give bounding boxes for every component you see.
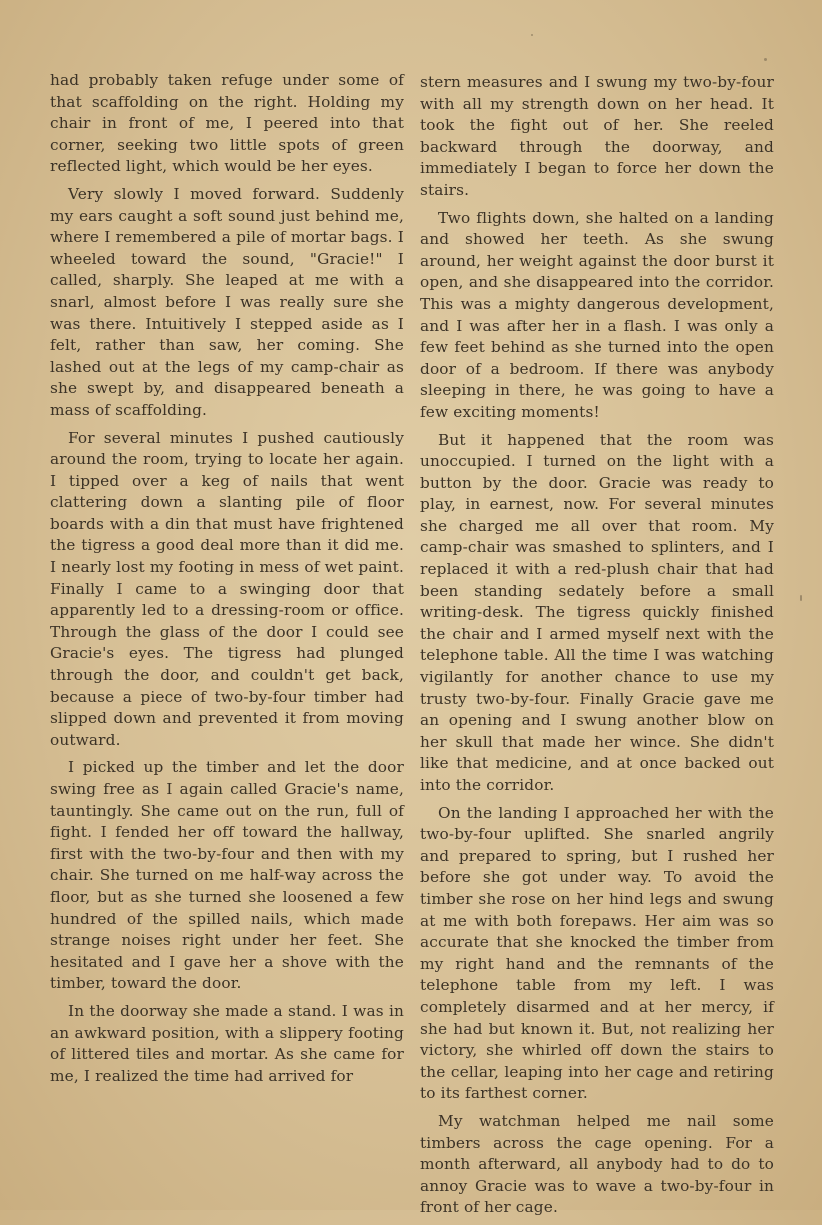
paragraph: For several minutes I pushed cautiously around the room, trying to locate her again. I tipped over a keg of nails that went clattering down a slanting pile of floor boards with a din that must have frightened the tigress a good deal more than it did me. I nearly lost my footing in mess of wet paint. Finally I came to a swinging door that apparently led to a dressing-room or office. Through the glass of the door I could see Gracie's eyes. The tigress had plunged through the door, and couldn't get back, because a piece of two-by-four timber had slipped down and prevented it from moving outward. [50, 428, 404, 749]
paragraph: stern measures and I swung my two-by-four with all my strength down on her head. It took the fight out of her. She reeled backward through the doorway, and immediately I began to force her down the stairs. [420, 73, 774, 199]
paragraph: But it happened that the room was unoccupied. I turned on the light with a button by the door. Gracie was ready to play, in earnest, now. For several minutes she charged me all over that room. My camp-chair was smashed to splinters, and I replaced it with a red-plush chair that had been standing sedately before a small writing-desk. The tigress quickly finished the chair and I armed myself next with the telephone table. All the time I was watching vigilantly for another chance to use my trusty two-by-four. Finally Gracie gave me an opening and I swung another blow on her skull that made her wince. She didn't like that medicine, and at once backed out into the corridor. [420, 430, 774, 794]
right-column [420, 72, 774, 1225]
paragraph: Two flights down, she halted on a landing and showed her teeth. As she swung around, her weight against the door burst it open, and she disappeared into the corridor. This was a mighty dangerous development, and I was after her in a flash. I was only a few feet behind as she turned into the open door of a bedroom. If there was anybody sleeping in there, he was going to have a few exciting moments! [420, 208, 774, 421]
paragraph: In the doorway she made a stand. I was in an awkward position, with a slippery footing of littered tiles and mortar. As she came for me, I realized the time had arrived for [50, 1001, 404, 1085]
paper-speck [764, 58, 767, 61]
paragraph: had probably taken refuge under some of that scaffolding on the right. Holding my chair in front of me, I peered into that corner, seeking two little spots of green reflected light, which would be her eyes. [50, 71, 404, 176]
paper-speck [800, 595, 802, 601]
paragraph: On the landing I approached her with the two-by-four uplifted. She snarled angrily and prepared to spring, but I rushed her before she got under way. To avoid the timber she rose on her hind legs and swung at me with both forepaws. Her aim was so accurate that she knocked the timber from my right hand and the remnants of the telephone table from my left. I was completely disarmed and at her mercy, if she had but known it. But, not realizing her victory, she whirled off down the stairs to the cellar, leaping into her cage and retiring to its farthest corner. [420, 803, 774, 1103]
paragraph: My watchman helped me nail some timbers across the cage opening. For a month afterward, all anybody had to do to annoy Gracie was to wave a two-by-four in front of her cage. [420, 1111, 774, 1217]
paper-speck [531, 34, 533, 36]
left-column [50, 70, 404, 1093]
paragraph: Very slowly I moved forward. Suddenly my ears caught a soft sound just behind me, where I remembered a pile of mortar bags. I wheeled toward the sound, "Gracie!" I called, sharply. She leaped at me with a snarl, almost before I was really sure she was there. Intuitively I stepped aside as I felt, rather than saw, her coming. She lashed out at the legs of my camp-chair as she swept by, and disappeared beneath a mass of scaffolding. [50, 184, 404, 419]
paragraph: I picked up the timber and let the door swing free as I again called Gracie's name, tauntingly. She came out on the run, full of fight. I fended her off toward the hallway, first with the two-by-four and then with my chair. She turned on me half-way across the floor, but as she turned she loosened a few hundred of the spilled nails, which made strange noises right under her feet. She hesitated and I gave her a shove with the timber, toward the door. [50, 758, 404, 993]
